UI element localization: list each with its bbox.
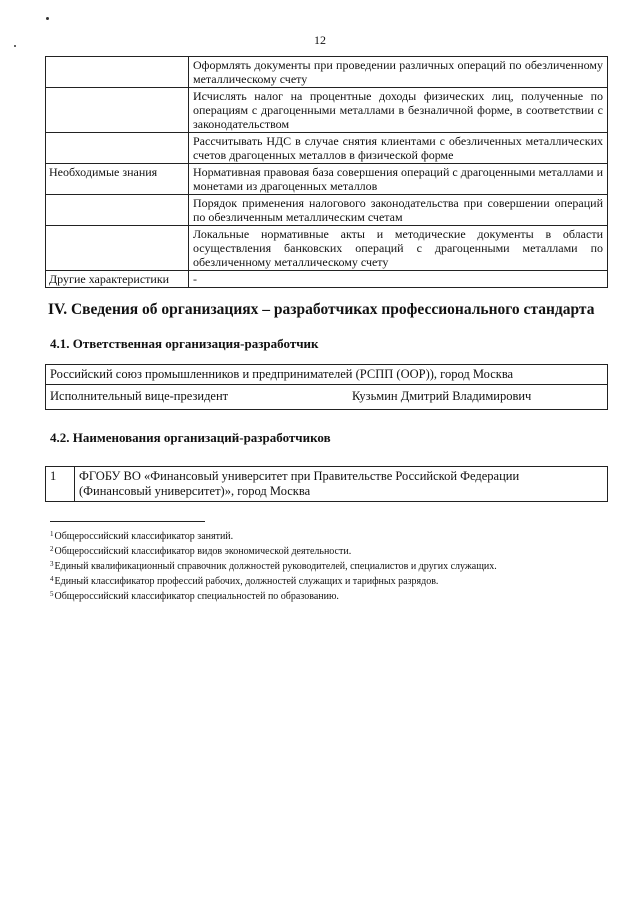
footnote-text: Общероссийский классификатор видов экономической деятельности. — [54, 546, 352, 557]
row-content: Нормативная правовая база совершения операций с драгоценными металлами и монетами из драгоценных металлов — [189, 164, 608, 195]
footnote — [50, 543, 497, 558]
row-label — [46, 195, 189, 226]
footnote-separator — [50, 521, 205, 522]
knowledge-skills-table — [45, 56, 608, 288]
section-heading: IV. Сведения об организациях – разработчиках профессионального стандарта — [48, 301, 595, 318]
row-label — [46, 88, 189, 133]
table-row — [46, 467, 608, 502]
person-name: Кузьмин Дмитрий Владимирович — [348, 385, 608, 410]
footnote — [50, 588, 497, 603]
row-label: Другие характеристики — [46, 271, 189, 288]
position-title: Исполнительный вице-президент — [46, 385, 349, 410]
row-label — [46, 226, 189, 271]
footnote-mark: 1 — [50, 530, 54, 538]
org-name: Российский союз промышленников и предпринимателей (РСПП (ООР)), город Москва — [46, 365, 608, 385]
footnotes — [50, 528, 497, 603]
row-content: Локальные нормативные акты и методические документы в области осуществления банковских операций с драгоценными металлами по обезличенному металлическому счету — [189, 226, 608, 271]
footnote-mark: 5 — [50, 590, 54, 598]
footnote-text: Общероссийский классификатор занятий. — [54, 531, 234, 542]
row-content: Рассчитывать НДС в случае снятия клиентами с обезличенных металлических счетов драгоценных металлов в физической форме — [189, 133, 608, 164]
subsection-heading: 4.1. Ответственная организация-разработчик — [50, 336, 319, 351]
table-row — [46, 133, 608, 164]
footnote-mark: 2 — [50, 545, 54, 553]
row-content: Исчислять налог на процентные доходы физических лиц, полученные по операциям с драгоценными металлами в безналичной форме, в соответствии с законодательством — [189, 88, 608, 133]
footnote-mark: 3 — [50, 560, 54, 568]
org-name: ФГОБУ ВО «Финансовый университет при Правительстве Российской Федерации (Финансовый университет)», город Москва — [75, 467, 608, 502]
row-label — [46, 133, 189, 164]
page-number: 12 — [314, 33, 326, 47]
footnote-text: Единый классификатор профессий рабочих, должностей служащих и тарифных разрядов. — [54, 576, 439, 587]
table-row — [46, 226, 608, 271]
table-row — [46, 88, 608, 133]
table-row — [46, 164, 608, 195]
footnote — [50, 528, 497, 543]
table-row — [46, 385, 608, 410]
row-content: - — [189, 271, 608, 288]
subsection-heading: 4.2. Наименования организаций-разработчиков — [50, 430, 331, 445]
footnote-text: Единый квалификационный справочник должностей руководителей, специалистов и других служащих. — [54, 561, 497, 572]
org-number: 1 — [46, 467, 75, 502]
table-row — [46, 195, 608, 226]
table-row — [46, 57, 608, 88]
row-content: Оформлять документы при проведении различных операций по обезличенному металлическому счету — [189, 57, 608, 88]
scan-speck — [46, 17, 49, 20]
row-label: Необходимые знания — [46, 164, 189, 195]
table-row — [46, 365, 608, 385]
developer-orgs-table — [45, 466, 608, 502]
footnote — [50, 573, 497, 588]
table-row — [46, 271, 608, 288]
footnote-mark: 4 — [50, 575, 54, 583]
footnote-text: Общероссийский классификатор специальностей по образованию. — [54, 591, 339, 602]
footnote — [50, 558, 497, 573]
row-content: Порядок применения налогового законодательства при совершении операций по обезличенным металлическим счетам — [189, 195, 608, 226]
row-label — [46, 57, 189, 88]
responsible-org-table — [45, 364, 608, 410]
